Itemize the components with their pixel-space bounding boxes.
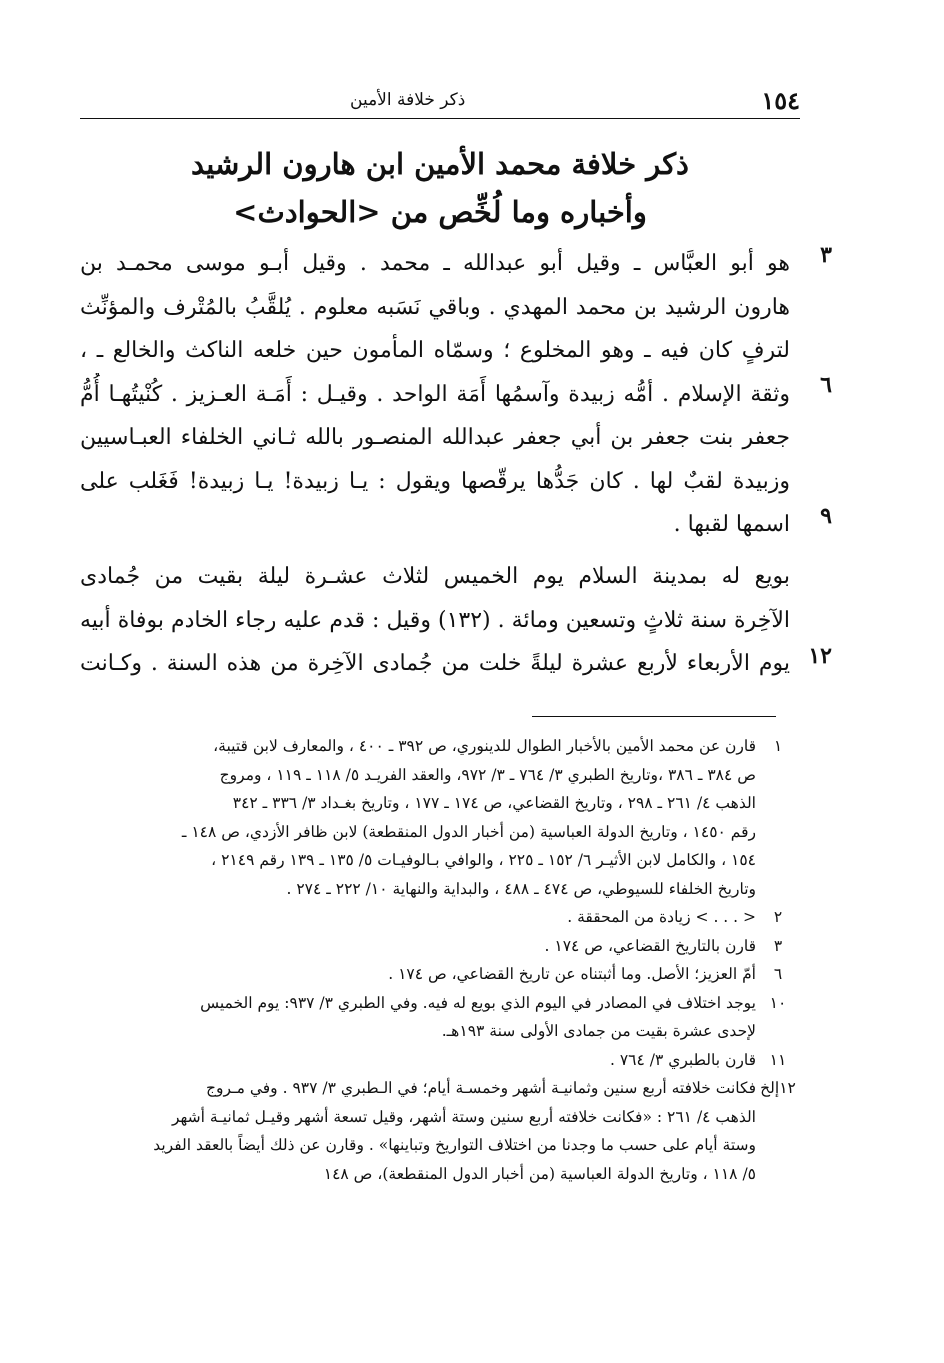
footnote-line: الذهب ٤/ ٢٦١ ـ ٢٩٨ ، وتاريخ القضاعي، ص ١٧٤ ـ ١٧٧ ، وتاريخ بغـداد ٣/ ٣٣٦ ـ ٣٤٢	[232, 794, 756, 812]
footnote-line: قارن عن محمد الأمين بالأخبار الطوال للدينوري، ص ٣٩٢ ـ ٤٠٠ ، والمعارف لابن قتيبة،	[213, 737, 756, 755]
footnote-number: ١	[773, 737, 783, 755]
paragraph-1	[80, 242, 790, 547]
footnote-line: رقم ١٤٥٠ ، وتاريخ الدولة العباسية (من أخبار الدول المنقطعة) لابن ظافر الأزدي، ص ١٤٨ ـ	[181, 822, 756, 841]
footnote	[80, 903, 800, 932]
footnote-line: ١٥٤ ، والكامل لابن الأثيـر ٦/ ١٥٢ ـ ٢٢٥ ، والوافي بـالوفيـات ٥/ ١٣٥ ـ ١٣٩ رقم ٢١٤٩ ،	[211, 851, 756, 869]
chapter-title-line-1: ذكر خلافة محمد الأمين ابن هارون الرشيد	[191, 147, 689, 181]
body-line: وزبيدة لقبٌ لها . كان جَدُّها يرقّصها ويقول : يـا زبيدة! يـا زبيدة! فَغَلب على	[80, 468, 790, 494]
body-line: هارون الرشيد بن محمد المهدي . وباقي نَسَبه معلوم . يُلقَّبُ بالمُتْرف والمؤنِّث	[80, 294, 790, 320]
footnote	[80, 1074, 800, 1188]
footnote-line: لإحدى عشرة بقيت من جمادى الأولى سنة ١٩٣هـ.	[441, 1022, 756, 1040]
footnote-line: الذهب ٤/ ٢٦١ : «فكانت خلافته أربع سنين وستة أشهر، وقيل تسعة أشهر وقيـل ثمانيـة أشهر	[171, 1107, 756, 1126]
footnote	[80, 1046, 800, 1075]
footnote-number: ١٢إلخ	[760, 1079, 796, 1097]
body-line: اسمها لقبها .	[673, 512, 790, 537]
running-head	[80, 82, 800, 119]
line-number: ٦	[820, 372, 832, 398]
body-line: يوم الأربعاء لأربع عشرة ليلةً خلت من جُمادى الآخِرة من هذه السنة . وكـانت	[80, 651, 790, 676]
footnote-line: يوجد اختلاف في المصادر في اليوم الذي بويع له فيه. وفي الطبري ٣/ ٩٣٧: يوم الخميس	[200, 993, 756, 1012]
body-line: بويع له بمدينة السلام يوم الخميس لثلاث عشـرة ليلة بقيت من جُمادى	[80, 564, 790, 589]
footnote	[80, 732, 800, 903]
footnote-line: ص ٣٨٤ ـ ٣٨٦ ،وتاريخ الطبري ٣/ ٧٦٤ ـ ٣/ ٩٧٢، والعقد الفريـد ٥/ ١١٨ ـ ١١٩ ، ومروج	[219, 765, 756, 784]
footnote-line: < . . . > زيادة من المحققة .	[567, 908, 756, 926]
body-line: الآخِرة سنة ثلاثٍ وتسعين ومائة . (١٣٢) وقيل : قدم عليه رجاء الخادم بوفاة أبيه	[80, 607, 790, 633]
footnote	[80, 932, 800, 961]
page-number: ١٥٤	[761, 85, 800, 115]
line-number: ٣	[820, 242, 832, 268]
footnotes	[80, 732, 800, 1188]
line-number: ٩	[820, 503, 832, 529]
footnote-line: فكانت خلافته أربع سنين وثمانيـة أشهر وخمسـة أيام؛ في الـطبري ٣/ ٩٣٧ . وفي مـروج	[206, 1079, 756, 1097]
body-line: جعفر بنت جعفر بن أبي جعفر عبدالله المنصـور بالله ثـاني الخلفاء العبـاسيين	[80, 425, 790, 450]
footnote-number: ٢	[773, 908, 783, 926]
footnote-number: ١١	[769, 1050, 787, 1069]
footnote-line: ٥/ ١١٨ ، وتاريخ الدولة العباسية (من أخبار الدول المنقطعة)، ص ١٤٨	[323, 1164, 756, 1183]
footnote-line: وستة أيام على حسب ما وجدنا من اختلاف التواريخ وتباينها» . وقارن عن ذلك أيضاً بالعقد الفريد	[153, 1136, 756, 1154]
footnote	[80, 989, 800, 1046]
chapter-title-line-2: وأخباره وما لُخِّص من <الحوادث>	[233, 195, 647, 229]
running-title: ذكر خلافة الأمين	[350, 90, 466, 110]
footnote-line: وتاريخ الخلفاء للسيوطي، ص ٤٧٤ ـ ٤٨٨ ، والبداية والنهاية ١٠/ ٢٢٢ ـ ٢٧٤ .	[286, 879, 756, 898]
footnote-line: قارن بالتاريخ القضاعي، ص ١٧٤ .	[544, 936, 756, 955]
footnote-number: ٣	[773, 936, 783, 955]
footnote-line: قارن بالطبري ٣/ ٧٦٤ .	[609, 1050, 756, 1069]
body-line: وثقة الإسلام . أمُّه زبيدة وآسمُها أَمَة الواحد . وقيـل : أَمَـة العـزيز . كُنْيتُهـا أُمُّ	[80, 381, 790, 407]
chapter-title	[120, 140, 760, 236]
line-number: ١٢	[808, 643, 832, 669]
footnote-number: ١٠	[769, 993, 787, 1012]
body-line: هو أبو العبَّاس ـ وقيل أبو عبدالله ـ محمد . وقيل أبـو موسى محمـد بن	[80, 251, 790, 276]
footnote-rule	[532, 716, 776, 717]
footnote-number: ٦	[773, 965, 783, 983]
footnote-line: أمّ العزيز؛ الأصل. وما أثبتناه عن تاريخ القضاعي، ص ١٧٤ .	[388, 965, 756, 983]
body-line: لترفٍ كان فيه ـ وهو المخلوع ؛ وسمّاه المأمون حين خلعه الناكث والخالع ـ ،	[80, 338, 790, 363]
footnote	[80, 960, 800, 989]
paragraph-2	[80, 555, 790, 686]
